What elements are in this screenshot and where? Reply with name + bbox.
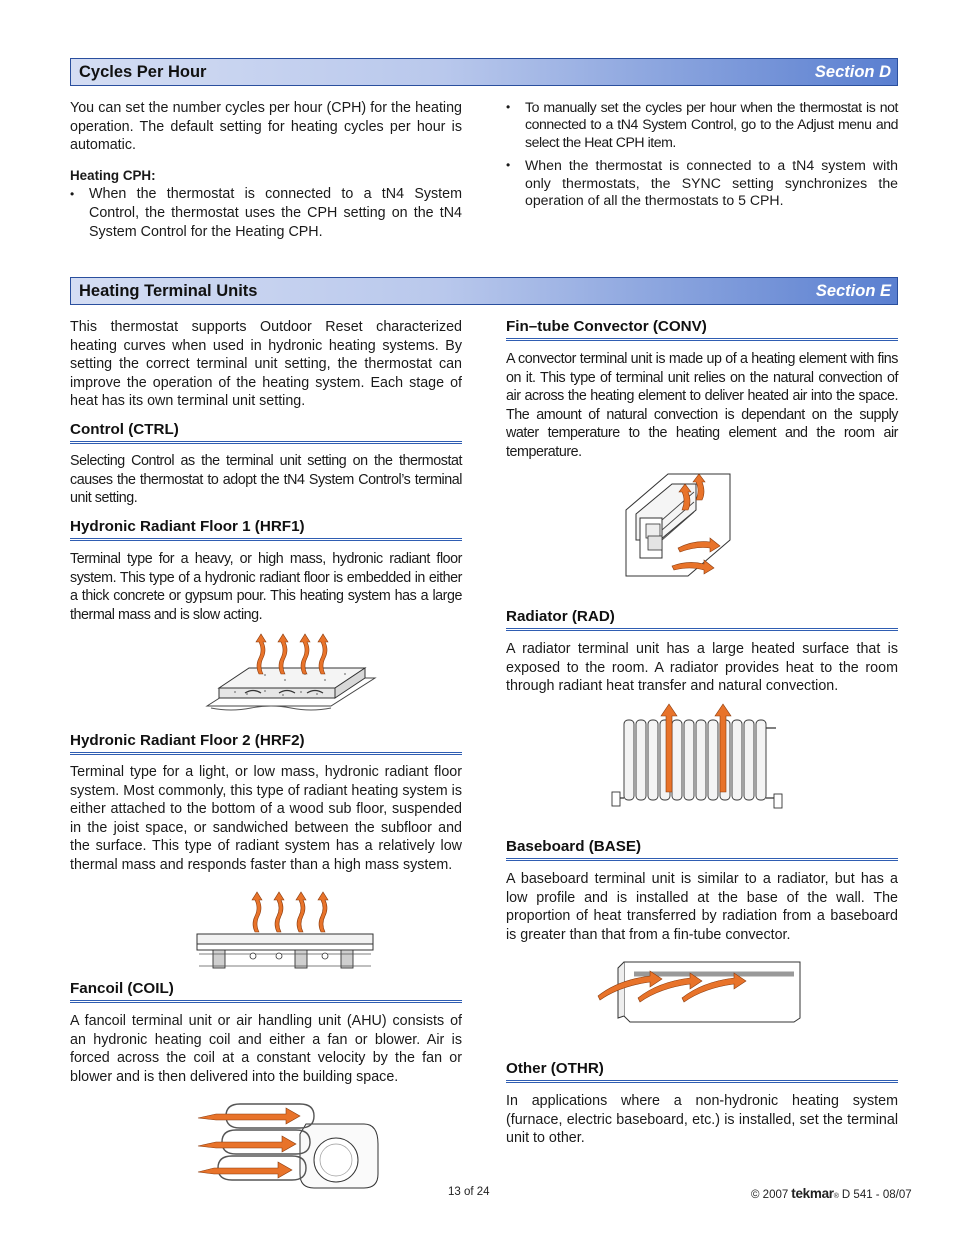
conv-heading: Fin–tube Convector (CONV)	[506, 318, 898, 341]
heating-cph-label: Heating CPH:	[70, 167, 156, 183]
document-code: D 541 - 08/07	[841, 1189, 912, 1201]
heating-cph-list	[70, 185, 462, 241]
rad-heading: Radiator (RAD)	[506, 608, 898, 631]
fancoil-illustration	[196, 1094, 380, 1190]
ctrl-body: Selecting Control as the terminal unit setting on the thermostat causes the thermostat to adopt the tN4 System Control’s terminal unit setting.	[70, 453, 462, 507]
hrf2-body: Terminal type for a light, or low mass, hydronic radiant floor system. Most commonly, this type of radiant heating system is either attached to the bottom of a wood sub floor, suspended in the joist space, or sandwiched between the subfloor and the surface. This type of radiant system has a relatively low thermal mass and responds faster than a high mass system.	[70, 764, 462, 873]
copyright-text: © 2007	[751, 1189, 789, 1201]
othr-body: In applications where a non-hydronic heating system (furnace, electric baseboard, etc.) is installed, set the terminal unit to other.	[506, 1093, 898, 1147]
section-d-header	[70, 58, 898, 86]
ctrl-heading: Control (CTRL)	[70, 421, 462, 444]
footer-brand-line	[751, 1186, 912, 1201]
radiator-illustration	[608, 702, 784, 812]
convector-illustration	[622, 470, 734, 582]
hrf2-heading: Hydronic Radiant Floor 2 (HRF2)	[70, 732, 462, 755]
cph-right-list	[506, 99, 898, 209]
section-d-tag: Section D	[814, 62, 891, 81]
page-number: 13 of 24	[448, 1186, 490, 1198]
conv-body: A convector terminal unit is made up of a heating element with fins on it. This type of terminal unit relies on the natural convection of air across the heating element to deliver heated air into the space. The amount of natural convection is dependant on the supply water temperature to the heating element and the room air temperature.	[506, 351, 898, 460]
section-e-title: Heating Terminal Units	[79, 281, 258, 300]
section-e-tag: Section E	[815, 281, 891, 300]
hrf1-illustration	[205, 630, 380, 714]
list-item: • When the thermostat is connected to a tN4 System Control, the thermostat uses the CPH setting on the tN4 System Control for the Heating CPH.	[70, 185, 462, 241]
rad-body: A radiator terminal unit has a large heated surface that is exposed to the room. A radiator provides heat to the room through radiant heat transfer and natural convection.	[506, 641, 898, 695]
coil-heading: Fancoil (COIL)	[70, 980, 462, 1003]
baseboard-illustration	[594, 958, 804, 1026]
list-item: • When the thermostat is connected to a tN4 system with only thermostats, the SYNC setting synchronizes the operation of all the thermostats to 5 CPH.	[506, 157, 898, 209]
hrf1-heading: Hydronic Radiant Floor 1 (HRF1)	[70, 518, 462, 541]
tekmar-logo: tekmar	[791, 1186, 834, 1201]
section-d-title: Cycles Per Hour	[79, 62, 207, 81]
othr-heading: Other (OTHR)	[506, 1060, 898, 1083]
section-d-left-column	[70, 99, 462, 241]
section-e-header	[70, 277, 898, 305]
list-item: • To manually set the cycles per hour when the thermostat is not connected to a tN4 System Control, go to the Adjust menu and select the Heat CPH item.	[506, 99, 898, 151]
registered-mark: ®	[833, 1193, 839, 1200]
base-body: A baseboard terminal unit is similar to a radiator, but has a low profile and is installed at the base of the wall. The proportion of heat transferred by radiation from a baseboard is greater than that from a fin-tube convector.	[506, 871, 898, 943]
terminal-intro: This thermostat supports Outdoor Reset characterized heating curves when used in hydronic heating systems. By setting the correct terminal unit setting, the thermostat can improve the operation of the heating system. Each stage of heat has its own terminal unit setting.	[70, 319, 462, 410]
cph-intro: You can set the number cycles per hour (CPH) for the heating operation. The default setting for heating cycles per hour is automatic.	[70, 100, 462, 154]
section-d-right-column	[506, 99, 898, 209]
coil-body: A fancoil terminal unit or air handling unit (AHU) consists of an hydronic heating coil and either a fan or blower. Air is forced across the coil at a constant velocity by the fan or blower and is then delivered into the building space.	[70, 1013, 462, 1085]
hrf2-illustration	[193, 882, 377, 972]
base-heading: Baseboard (BASE)	[506, 838, 898, 861]
hrf1-body: Terminal type for a heavy, or high mass, hydronic radiant floor system. This type of a hydronic radiant floor is embedded in either a thick concrete or gypsum pour. This heating system has a large thermal mass and is slow acting.	[70, 551, 462, 623]
